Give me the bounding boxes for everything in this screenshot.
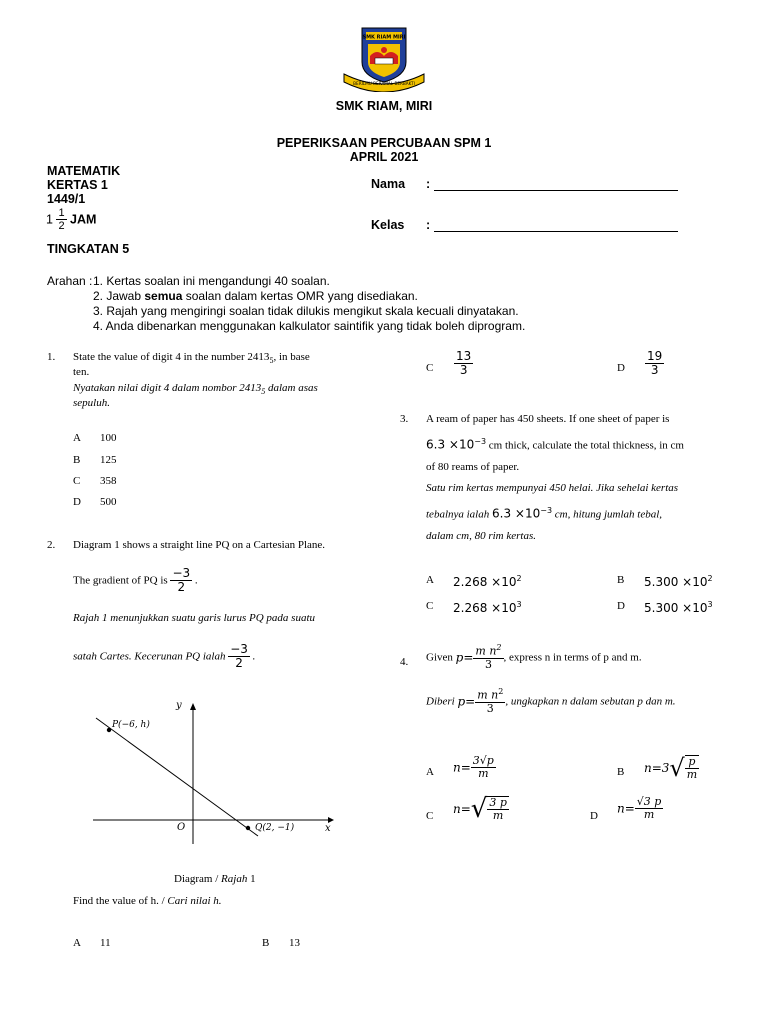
paper-code: 1449/1 bbox=[47, 192, 86, 206]
duration bbox=[46, 207, 96, 232]
q4-malay-eq-denominator: 3 bbox=[486, 701, 494, 715]
option-letter: B bbox=[617, 766, 625, 778]
origin-label: O bbox=[177, 822, 186, 833]
q3-malay-b-text: tebalnya ialah bbox=[426, 508, 492, 521]
y-axis-arrow bbox=[190, 703, 196, 710]
p-label: P(−6, h) bbox=[112, 720, 150, 730]
instruction-1: 1. Kertas soalan ini mengandungi 40 soalan. bbox=[93, 274, 330, 288]
q3-malay-a: Satu rim kertas mempunyai 450 helai. Jika sehelai kertas bbox=[426, 482, 679, 494]
q3-malay-value: 6.3 ×10 bbox=[492, 506, 541, 521]
option-value: 125 bbox=[100, 454, 117, 466]
instruction-2b: soalan dalam kertas OMR yang disediakan. bbox=[185, 289, 418, 303]
q4-malay-eq-lhs: p= bbox=[457, 694, 476, 709]
caption-a: Diagram / bbox=[174, 873, 222, 885]
q2-number: 2. bbox=[47, 539, 56, 551]
q4-malay-eq-numerator bbox=[475, 688, 505, 703]
option-mantissa: 2.268 ×10 bbox=[453, 601, 517, 615]
q2-gradient-denominator: 2 bbox=[177, 580, 186, 595]
instructions-label: Arahan : bbox=[47, 274, 93, 288]
q2-malay-b bbox=[73, 643, 255, 670]
q1-english-cont: ten. bbox=[73, 366, 90, 378]
q1-english-a: State the value of digit 4 in the number 2413 bbox=[73, 351, 270, 363]
q2-find bbox=[73, 895, 222, 907]
option-fraction bbox=[487, 796, 509, 822]
option-numerator: 3√p bbox=[472, 754, 494, 767]
q1-option-d[interactable] bbox=[73, 496, 117, 508]
q2-option-b[interactable] bbox=[262, 937, 300, 949]
nama-colon: : bbox=[426, 177, 431, 191]
q1-malay-cont: sepuluh. bbox=[73, 397, 110, 409]
point-q bbox=[246, 826, 250, 830]
q3-malay-b bbox=[426, 506, 662, 521]
exam-title: PEPERIKSAAN PERCUBAAN SPM 1 bbox=[276, 136, 492, 150]
logo-bottom-text: BERILMU BERAMAL BERBAKTI bbox=[353, 81, 415, 86]
option-denominator: 3 bbox=[650, 363, 659, 378]
q1-malay-base: 5 bbox=[261, 387, 266, 397]
option-fraction bbox=[454, 350, 473, 377]
q2-option-a[interactable] bbox=[73, 937, 111, 949]
q3-exponent: −3 bbox=[474, 437, 487, 446]
option-value bbox=[453, 600, 522, 615]
instruction-3: 3. Rajah yang mengiringi soalan tidak dilukis mengikut skala kecuali dinyatakan. bbox=[93, 304, 519, 318]
q4-eq-denominator: 3 bbox=[484, 657, 492, 671]
q2-gradient-end: . bbox=[194, 574, 198, 587]
option-value: 11 bbox=[100, 937, 111, 949]
sqrt-sign: √ bbox=[470, 794, 488, 825]
duration-denominator: 2 bbox=[58, 220, 65, 233]
q2-english: Diagram 1 shows a straight line PQ on a Cartesian Plane. bbox=[73, 539, 326, 551]
option-mantissa: 2.268 ×10 bbox=[453, 575, 517, 589]
q3-english-c: of 80 reams of paper. bbox=[426, 461, 520, 473]
q2-malay-denominator: 2 bbox=[235, 656, 243, 671]
option-value bbox=[644, 600, 713, 615]
option-lhs: n= bbox=[453, 802, 471, 817]
option-letter: A bbox=[426, 766, 434, 778]
option-denominator: m bbox=[686, 768, 698, 782]
q4-malay-eq-exp: 2 bbox=[498, 687, 504, 696]
q4-malay-eq-fraction bbox=[475, 688, 505, 715]
option-letter: A bbox=[73, 432, 81, 444]
q3-number: 3. bbox=[400, 413, 409, 425]
option-value: 358 bbox=[100, 475, 117, 487]
q4-number: 4. bbox=[400, 656, 409, 668]
exam-date: APRIL 2021 bbox=[349, 150, 419, 164]
option-numerator: 3 p bbox=[489, 796, 507, 809]
option-mantissa: 5.300 ×10 bbox=[644, 575, 708, 589]
q2-find-ms: Cari nilai h. bbox=[167, 895, 222, 907]
q1-number: 1. bbox=[47, 351, 56, 363]
option-lhs: n= bbox=[617, 801, 635, 816]
option-exponent: 3 bbox=[516, 600, 522, 609]
q4-eq-lhs: p= bbox=[455, 650, 474, 665]
paper-number: KERTAS 1 bbox=[47, 178, 108, 192]
subject: MATEMATIK bbox=[47, 164, 121, 178]
diagram-1 bbox=[88, 700, 338, 845]
q4-eq-num-text: m n bbox=[475, 644, 497, 658]
q1-malay bbox=[73, 382, 318, 396]
option-mantissa: 5.300 ×10 bbox=[644, 601, 708, 615]
q4-malay-eq-num-text: m n bbox=[477, 688, 499, 702]
option-letter: C bbox=[426, 810, 434, 822]
instruction-2a: 2. Jawab bbox=[93, 289, 142, 303]
kelas-colon: : bbox=[426, 218, 431, 232]
option-lhs: n=3 bbox=[644, 761, 670, 776]
option-value: 13 bbox=[289, 937, 300, 949]
option-letter: D bbox=[617, 600, 625, 612]
option-numerator: 19 bbox=[647, 349, 663, 363]
option-letter: C bbox=[426, 600, 434, 612]
q3-english-a: A ream of paper has 450 sheets. If one sheet of paper is bbox=[426, 413, 670, 425]
option-lhs: n= bbox=[453, 760, 471, 775]
instruction-4: 4. Anda dibenarkan menggunakan kalkulator saintifik yang tidak boleh diprogram. bbox=[93, 319, 526, 333]
option-fraction bbox=[645, 350, 664, 377]
option-value bbox=[644, 574, 713, 589]
option-letter: B bbox=[73, 454, 81, 466]
option-letter: A bbox=[426, 574, 434, 586]
q2-find-en: Find the value of h. / bbox=[73, 895, 168, 907]
option-exponent: 2 bbox=[516, 574, 522, 583]
option-exponent: 2 bbox=[707, 574, 713, 583]
kelas-label: Kelas bbox=[371, 218, 405, 232]
q3-english-b-text: cm thick, calculate the total thickness, in cm bbox=[486, 439, 684, 452]
q3-malay-c-text: cm, hitung jumlah tebal, bbox=[552, 508, 663, 521]
option-denominator: m bbox=[643, 808, 655, 822]
option-letter: C bbox=[73, 475, 81, 487]
q1-english-b: , in base bbox=[273, 351, 310, 363]
q2-malay-a: Rajah 1 menunjukkan suatu garis lurus PQ pada suatu bbox=[73, 612, 315, 624]
option-fraction bbox=[471, 755, 496, 780]
option-letter: A bbox=[73, 937, 81, 949]
option-letter: B bbox=[617, 574, 625, 586]
q4-eq-exp: 2 bbox=[496, 643, 502, 652]
caption-b: Rajah bbox=[221, 873, 248, 885]
q2-malay-numerator: −3 bbox=[230, 642, 248, 656]
option-denominator: m bbox=[492, 809, 504, 823]
nama-field[interactable] bbox=[434, 190, 678, 191]
form-level: TINGKATAN 5 bbox=[47, 242, 130, 256]
duration-whole: 1 bbox=[46, 212, 53, 227]
q1-malay-b: dalam asas bbox=[265, 382, 318, 394]
q3-value: 6.3 ×10 bbox=[426, 437, 475, 452]
q1-malay-a: Nyatakan nilai digit 4 dalam nombor 2413 bbox=[73, 382, 262, 394]
line-pq bbox=[96, 718, 258, 836]
logo-top-text: SMK RIAM MIRI bbox=[362, 34, 406, 41]
option-value: 500 bbox=[100, 496, 117, 508]
diagram-caption bbox=[174, 873, 256, 885]
option-fraction bbox=[685, 755, 699, 781]
q4-eq-numerator bbox=[473, 644, 503, 659]
q1-base: 5 bbox=[269, 356, 274, 366]
duration-fraction bbox=[56, 207, 66, 232]
option-letter: D bbox=[73, 496, 81, 508]
q4-given: Given bbox=[426, 651, 453, 664]
instruction-2 bbox=[93, 289, 418, 303]
q4-malay bbox=[426, 688, 676, 715]
q4-eq-fraction bbox=[473, 644, 503, 671]
q2-malay-text: satah Cartes. Kecerunan PQ ialah bbox=[73, 650, 226, 663]
q-label: Q(2, −1) bbox=[255, 823, 295, 833]
y-axis-label: y bbox=[176, 700, 182, 711]
q2-malay-end: . bbox=[252, 650, 256, 663]
q1-option-c[interactable] bbox=[73, 475, 117, 487]
option-value: 100 bbox=[100, 432, 117, 444]
q2-gradient-text: The gradient of PQ is bbox=[73, 574, 168, 587]
option-numerator: 13 bbox=[456, 349, 472, 363]
q1-option-a[interactable] bbox=[73, 432, 117, 444]
option-numerator: p bbox=[685, 756, 699, 769]
q4-english bbox=[426, 644, 642, 671]
duration-numerator: 1 bbox=[58, 207, 65, 219]
q1-option-b[interactable] bbox=[73, 454, 117, 466]
kelas-field[interactable] bbox=[434, 231, 678, 232]
q1-english bbox=[73, 351, 373, 365]
caption-c: 1 bbox=[247, 873, 256, 885]
q2-malay-fraction bbox=[228, 643, 250, 670]
q3-malay-exponent: −3 bbox=[540, 506, 553, 515]
q3-malay-d: dalam cm, 80 rim kertas. bbox=[426, 530, 536, 542]
q2-gradient-numerator: −3 bbox=[172, 566, 191, 580]
option-numerator: √3 p bbox=[636, 795, 662, 808]
option-value bbox=[453, 794, 509, 825]
option-letter: C bbox=[426, 362, 434, 374]
option-exponent: 3 bbox=[707, 600, 713, 609]
duration-unit: JAM bbox=[70, 212, 97, 227]
option-denominator: 3 bbox=[459, 363, 468, 378]
option-value bbox=[453, 755, 496, 780]
option-value bbox=[453, 574, 522, 589]
option-letter: D bbox=[617, 362, 625, 374]
school-logo bbox=[340, 22, 428, 92]
option-value bbox=[644, 755, 699, 781]
instruction-2-emphasis: semua bbox=[144, 289, 183, 303]
q4-english-rest: , express n in terms of p and m. bbox=[503, 651, 642, 664]
option-letter: D bbox=[590, 810, 598, 822]
sqrt-sign: √ bbox=[669, 754, 685, 783]
option-letter: B bbox=[262, 937, 270, 949]
school-name: SMK RIAM, MIRI bbox=[335, 99, 433, 113]
point-p bbox=[107, 728, 111, 732]
q4-diberi: Diberi bbox=[426, 695, 455, 708]
option-denominator: m bbox=[478, 767, 489, 781]
q2-gradient-fraction bbox=[170, 567, 192, 594]
option-value bbox=[617, 796, 663, 821]
q3-english-b bbox=[426, 437, 684, 452]
nama-label: Nama bbox=[371, 177, 406, 191]
q4-malay-rest: , ungkapkan n dalam sebutan p dan m. bbox=[505, 695, 676, 708]
x-axis-label: x bbox=[325, 823, 331, 834]
q2-gradient bbox=[73, 567, 198, 594]
option-fraction bbox=[635, 796, 664, 821]
